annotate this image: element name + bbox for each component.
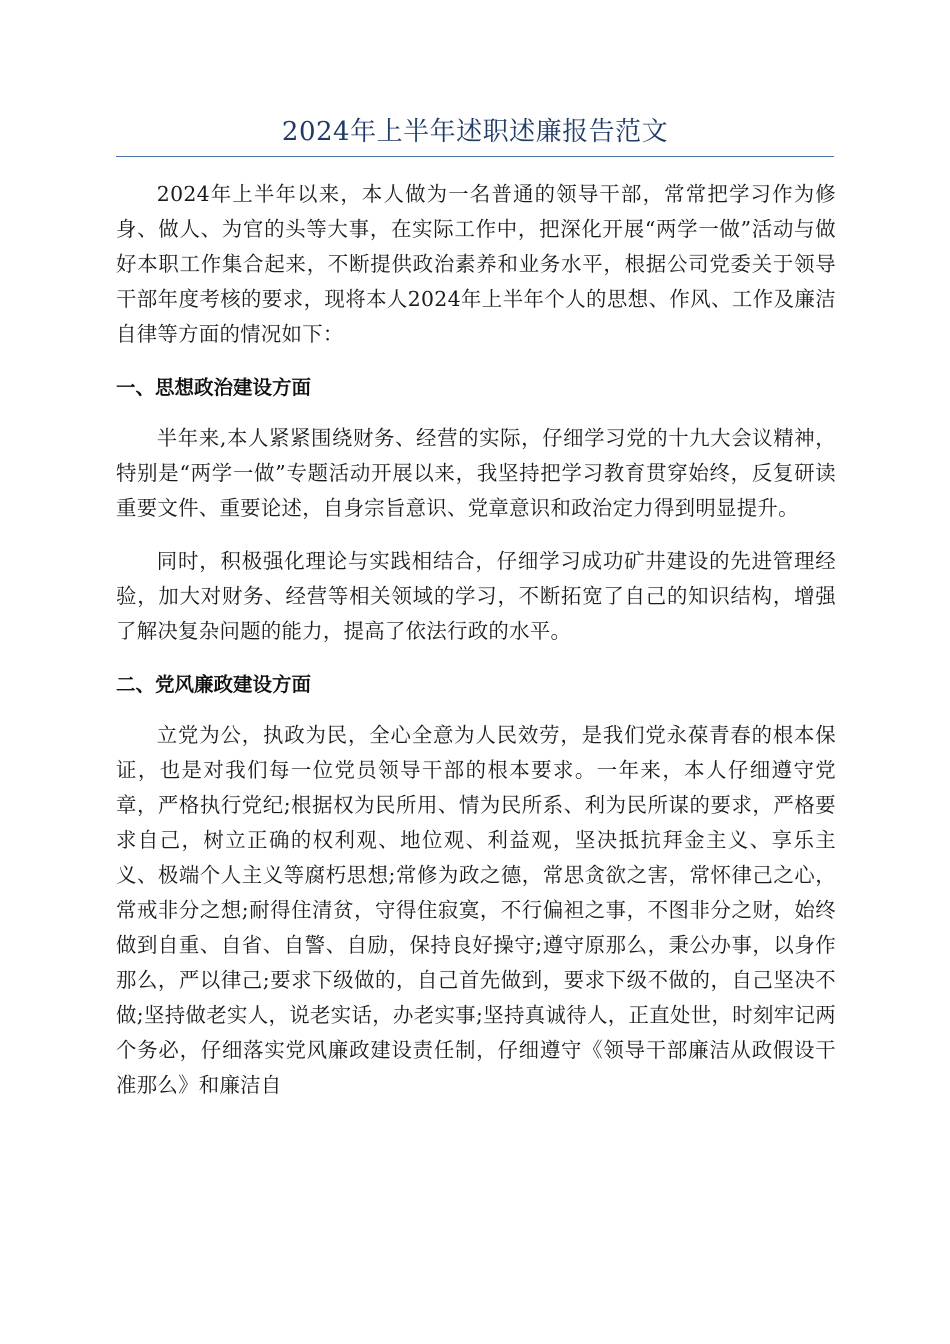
section-heading-ideology: 一、思想政治建设方面 [116, 376, 312, 399]
body-paragraph: 立党为公，执政为民，全心全意为人民效劳，是我们党永葆青春的根本保证，也是对我们每一位党员领导干部的根本要求。一年来，本人仔细遵守党章，严格执行党纪;根据权为民所用、情为民所系、利为民所谋的要求，严格要求自己，树立正确的权利观、地位观、利益观，坚决抵抗拜金主义、享乐主义、极端个人主义等腐朽思想;常修为政之德，常思贪欲之害，常怀律己之心，常戒非分之想;耐得住清贫，守得住寂寞，不行偏袒之事，不图非分之财，始终做到自重、自省、自警、自励，保持良好操守;遵守原那么，秉公办事，以身作那么，严以律己;要求下级做的，自己首先做到，要求下级不做的，自己坚决不做;坚持做老实人，说老实话，办老实事;坚持真诚待人，正直处世，时刻牢记两个务必，仔细落实党风廉政建设责任制，仔细遵守《领导干部廉洁从政假设干准那么》和廉洁自 [116, 723, 836, 1097]
document-body [116, 177, 836, 1121]
intro-paragraph: 2024年上半年以来，本人做为一名普通的领导干部，常常把学习作为修身、做人、为官的头等大事，在实际工作中，把深化开展“两学一做”活动与做好本职工作集合起来，不断提供政治素养和业务水平，根据公司党委关于领导干部年度考核的要求，现将本人2024年上半年个人的思想、作风、工作及廉洁自律等方面的情况如下： [116, 182, 836, 346]
section-heading-integrity: 二、党风廉政建设方面 [116, 673, 312, 696]
body-paragraph: 同时，积极强化理论与实践相结合，仔细学习成功矿井建设的先进管理经验，加大对财务、经营等相关领域的学习，不断拓宽了自己的知识结构，增强了解决复杂问题的能力，提高了依法行政的水平。 [116, 549, 836, 643]
body-paragraph: 半年来,本人紧紧围绕财务、经营的实际，仔细学习党的十九大会议精神，特别是“两学一做”专题活动开展以来，我坚持把学习教育贯穿始终，反复研读重要文件、重要论述，自身宗旨意识、党章意识和政治定力得到明显提升。 [116, 426, 836, 520]
title-block [116, 112, 834, 157]
page-title: 2024年上半年述职述廉报告范文 [281, 117, 669, 147]
